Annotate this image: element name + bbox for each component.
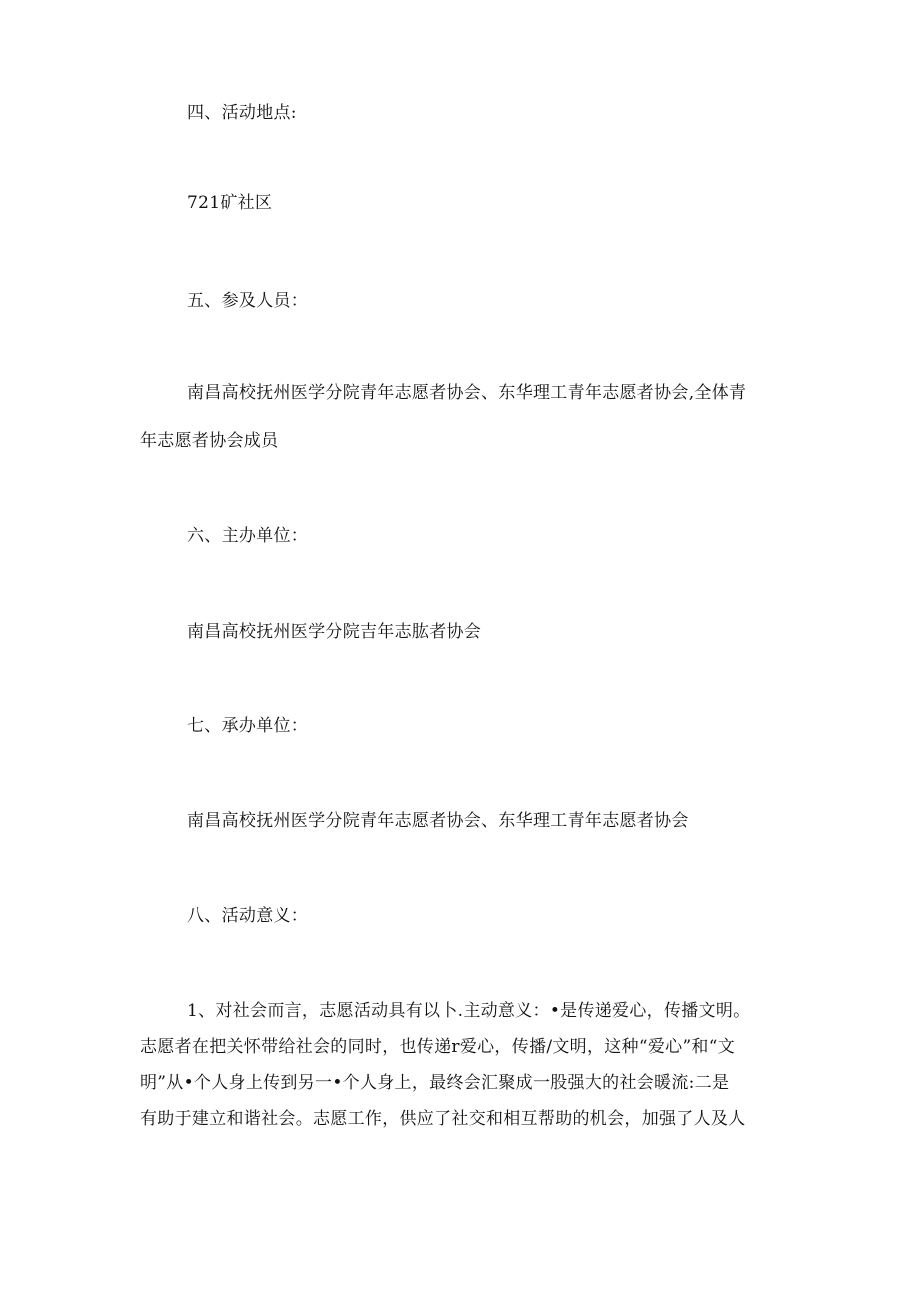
section-5-body-line-1: 南昌高校抚州医学分院青年志愿者协会、东华理工青年志愿者协会,全体青	[187, 383, 747, 403]
section-8-heading: 八、活动意义：	[187, 906, 309, 926]
section-7-body: 南昌高校抚州医学分院青年志愿者协会、东华理工青年志愿者协会	[187, 811, 689, 831]
section-8-paragraph	[140, 993, 790, 1137]
paragraph-line: 1、对社会而言，志愿活动具有以卜.主动意义：•是传递爱心，传播文明。	[187, 1001, 751, 1021]
section-7-heading: 七、承办单位：	[187, 716, 309, 736]
section-5-heading: 五、参及人员：	[187, 291, 309, 311]
section-6-heading: 六、主办单位：	[187, 526, 309, 546]
paragraph-line: 志愿者在把关怀带给社会的同时，也传递r爱心，传播/文明，这种“爱心”和“文	[140, 1037, 736, 1057]
paragraph-line: 明”从•个人身上传到另一•个人身上，最终会汇聚成一股强大的社会暖流:二是	[140, 1073, 730, 1093]
section-5-body-line-2: 年志愿者协会成员	[140, 431, 279, 451]
paragraph-line: 有助于建立和谐社会。志愿工作，供应了社交和相互帮助的机会，加强了人及人	[140, 1109, 746, 1129]
section-4-body: 721矿社区	[187, 193, 273, 213]
section-4-heading: 四、活动地点:	[187, 103, 297, 123]
section-6-body: 南昌高校抚州医学分院吉年志肱者协会	[187, 622, 482, 642]
